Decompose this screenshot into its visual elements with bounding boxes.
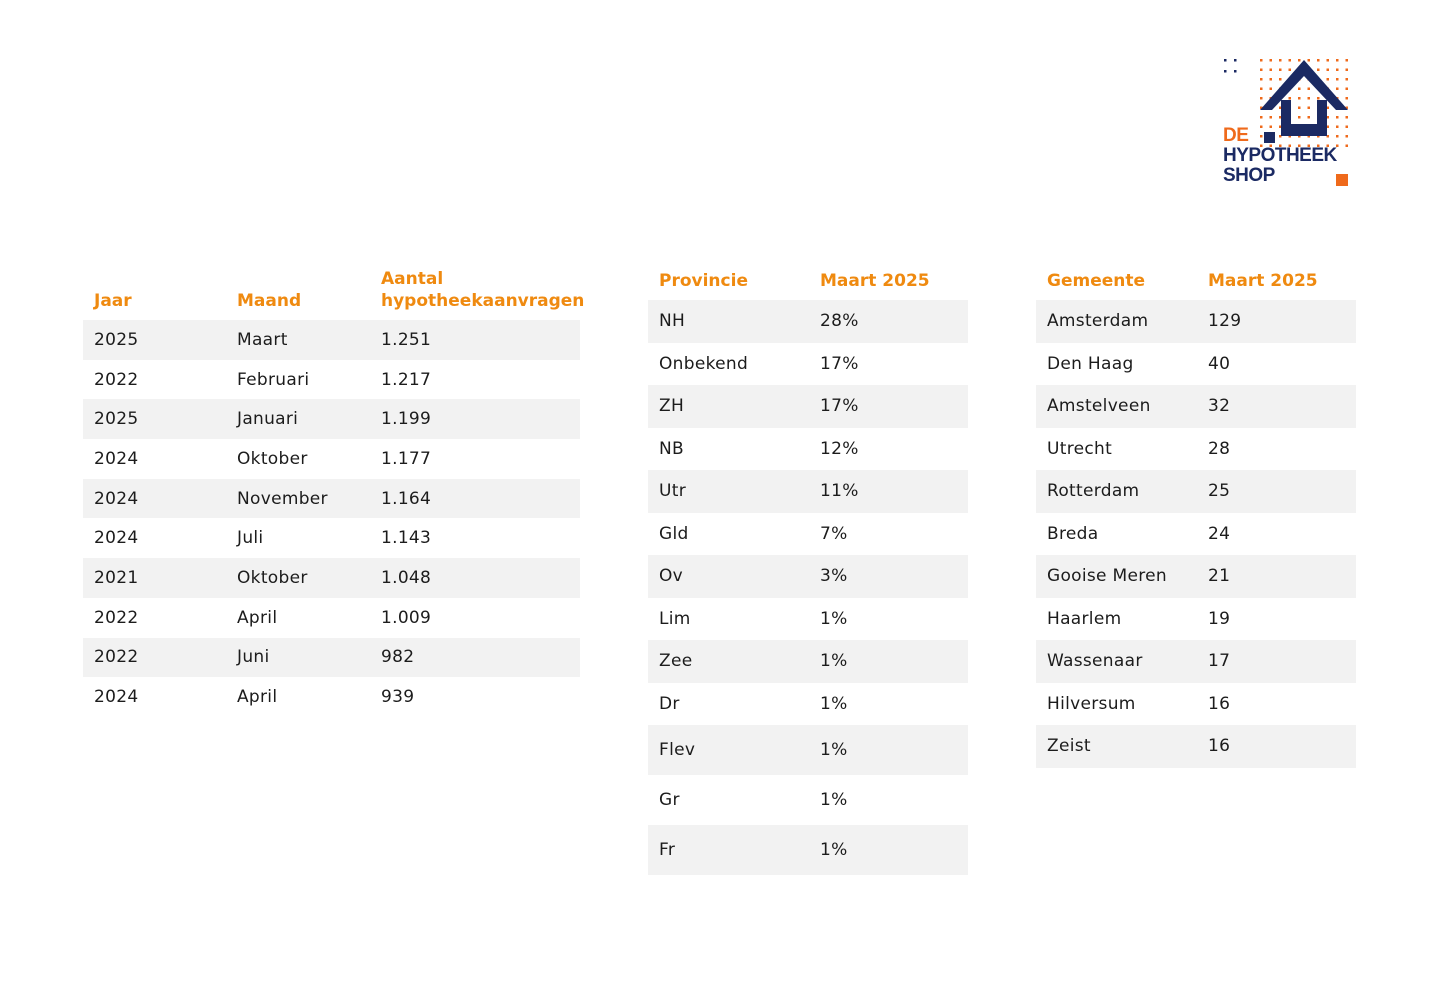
- table-row: [83, 638, 580, 678]
- table-cell: 32: [1208, 396, 1231, 417]
- table-cell: 7%: [820, 523, 848, 544]
- table-cell: April: [237, 607, 278, 628]
- aanvragen-table: [83, 266, 585, 717]
- table-row: [1036, 428, 1356, 471]
- table-cell: 17: [1208, 651, 1231, 672]
- table-cell: 2024: [94, 488, 139, 509]
- table-cell: 1.177: [381, 448, 432, 469]
- table-cell: 17%: [820, 353, 859, 374]
- table-cell: Utr: [659, 481, 686, 502]
- table-cell: 2022: [94, 369, 139, 390]
- table-row: [1036, 725, 1356, 768]
- table-cell: 2021: [94, 567, 139, 588]
- column-header: Gemeente: [1047, 271, 1146, 291]
- table-cell: 28: [1208, 438, 1231, 459]
- table-cell: Januari: [237, 409, 299, 430]
- table-row: [648, 555, 968, 598]
- column-header: Provincie: [659, 271, 748, 291]
- table-row: [1036, 300, 1356, 343]
- table-header: [1036, 254, 1356, 300]
- table-cell: 24: [1208, 523, 1231, 544]
- table-row: [648, 300, 968, 343]
- table-cell: 1%: [820, 740, 848, 760]
- table-cell: 19: [1208, 608, 1231, 629]
- table-row: [648, 343, 968, 386]
- table-cell: 3%: [820, 566, 848, 587]
- table-row: [1036, 683, 1356, 726]
- table-cell: 1%: [820, 608, 848, 629]
- logo-line-de: DE: [1223, 125, 1249, 146]
- table-cell: 129: [1208, 311, 1242, 332]
- table-row: [1036, 343, 1356, 386]
- table-cell: 12%: [820, 438, 859, 459]
- table-row: [648, 725, 968, 775]
- table-cell: Breda: [1047, 523, 1099, 544]
- table-cell: NH: [659, 311, 686, 332]
- table-cell: Zeist: [1047, 736, 1091, 757]
- table-row: [648, 825, 968, 875]
- table-cell: Gooise Meren: [1047, 566, 1167, 587]
- table-row: [83, 479, 580, 519]
- table-row: [648, 513, 968, 556]
- table-cell: Ov: [659, 566, 684, 587]
- table-row: [83, 360, 580, 400]
- table-cell: 1.009: [381, 607, 432, 628]
- table-cell: NB: [659, 438, 684, 459]
- table-row: [83, 677, 580, 717]
- table-cell: 2024: [94, 448, 139, 469]
- table-row: [1036, 385, 1356, 428]
- table-cell: Den Haag: [1047, 353, 1134, 374]
- column-header: Jaar: [94, 291, 132, 311]
- table-cell: 1.199: [381, 409, 432, 430]
- table-row: [83, 399, 580, 439]
- table-row: [648, 470, 968, 513]
- table-cell: Fr: [659, 840, 676, 860]
- column-header: Maart 2025: [1208, 271, 1318, 291]
- table-cell: 1.048: [381, 567, 432, 588]
- table-cell: 2025: [94, 329, 139, 350]
- table-row: [1036, 640, 1356, 683]
- table-row: [648, 640, 968, 683]
- table-cell: ZH: [659, 396, 685, 417]
- table-cell: 1%: [820, 840, 848, 860]
- table-cell: November: [237, 488, 328, 509]
- table-cell: 2025: [94, 409, 139, 430]
- table-cell: 1%: [820, 790, 848, 810]
- table-row: [83, 558, 580, 598]
- logo-line-hypotheek: HYPOTHEEK: [1223, 145, 1337, 166]
- table-cell: Februari: [237, 369, 310, 390]
- table-cell: 1.251: [381, 329, 432, 350]
- table-cell: Rotterdam: [1047, 481, 1140, 502]
- table-cell: Haarlem: [1047, 608, 1122, 629]
- table-row: [648, 775, 968, 825]
- table-cell: Wassenaar: [1047, 651, 1143, 672]
- table-cell: 1.143: [381, 528, 432, 549]
- table-cell: Lim: [659, 608, 691, 629]
- table-cell: 2022: [94, 647, 139, 668]
- table-row: [83, 320, 580, 360]
- table-cell: April: [237, 687, 278, 708]
- table-cell: 16: [1208, 736, 1231, 757]
- table-cell: Amsterdam: [1047, 311, 1149, 332]
- table-cell: 28%: [820, 311, 859, 332]
- table-cell: 2024: [94, 687, 139, 708]
- table-row: [83, 439, 580, 479]
- table-row: [83, 598, 580, 638]
- table-cell: Amstelveen: [1047, 396, 1151, 417]
- table-cell: Utrecht: [1047, 438, 1113, 459]
- table-cell: 25: [1208, 481, 1231, 502]
- table-cell: Dr: [659, 693, 680, 714]
- table-cell: Oktober: [237, 567, 308, 588]
- table-cell: 2024: [94, 528, 139, 549]
- table-cell: 1.164: [381, 488, 432, 509]
- gemeente-table: [1036, 254, 1356, 768]
- table-cell: 982: [381, 647, 415, 668]
- table-cell: 40: [1208, 353, 1231, 374]
- table-cell: 939: [381, 687, 415, 708]
- table-cell: Onbekend: [659, 353, 749, 374]
- table-cell: 16: [1208, 693, 1231, 714]
- table-cell: 17%: [820, 396, 859, 417]
- table-cell: Oktober: [237, 448, 308, 469]
- table-cell: 11%: [820, 481, 859, 502]
- table-header: [648, 254, 968, 300]
- table-cell: Juni: [237, 647, 270, 668]
- table-row: [648, 385, 968, 428]
- table-cell: Gld: [659, 523, 689, 544]
- logo-line-shop: SHOP: [1223, 165, 1275, 186]
- table-row: [648, 683, 968, 726]
- column-header: Maart 2025: [820, 271, 930, 291]
- table-cell: 2022: [94, 607, 139, 628]
- table-row: [1036, 470, 1356, 513]
- column-header: Maand: [237, 291, 302, 311]
- table-cell: Flev: [659, 740, 696, 760]
- table-cell: Hilversum: [1047, 693, 1136, 714]
- table-cell: 1%: [820, 651, 848, 672]
- table-cell: Zee: [659, 651, 693, 672]
- table-row: [1036, 555, 1356, 598]
- table-row: [1036, 598, 1356, 641]
- table-row: [1036, 513, 1356, 556]
- table-cell: 1.217: [381, 369, 432, 390]
- table-cell: Juli: [237, 528, 264, 549]
- table-cell: 21: [1208, 566, 1231, 587]
- provincie-table: [648, 254, 968, 875]
- table-row: [648, 428, 968, 471]
- table-row: [648, 598, 968, 641]
- logo-wordmark: [1223, 126, 1337, 186]
- table-row: [83, 518, 580, 558]
- table-cell: 1%: [820, 693, 848, 714]
- column-header: Aantal hypotheekaanvragen: [381, 269, 585, 311]
- table-cell: Gr: [659, 790, 680, 810]
- brand-logo: [1218, 52, 1358, 192]
- table-cell: Maart: [237, 329, 288, 350]
- table-header: [83, 266, 585, 320]
